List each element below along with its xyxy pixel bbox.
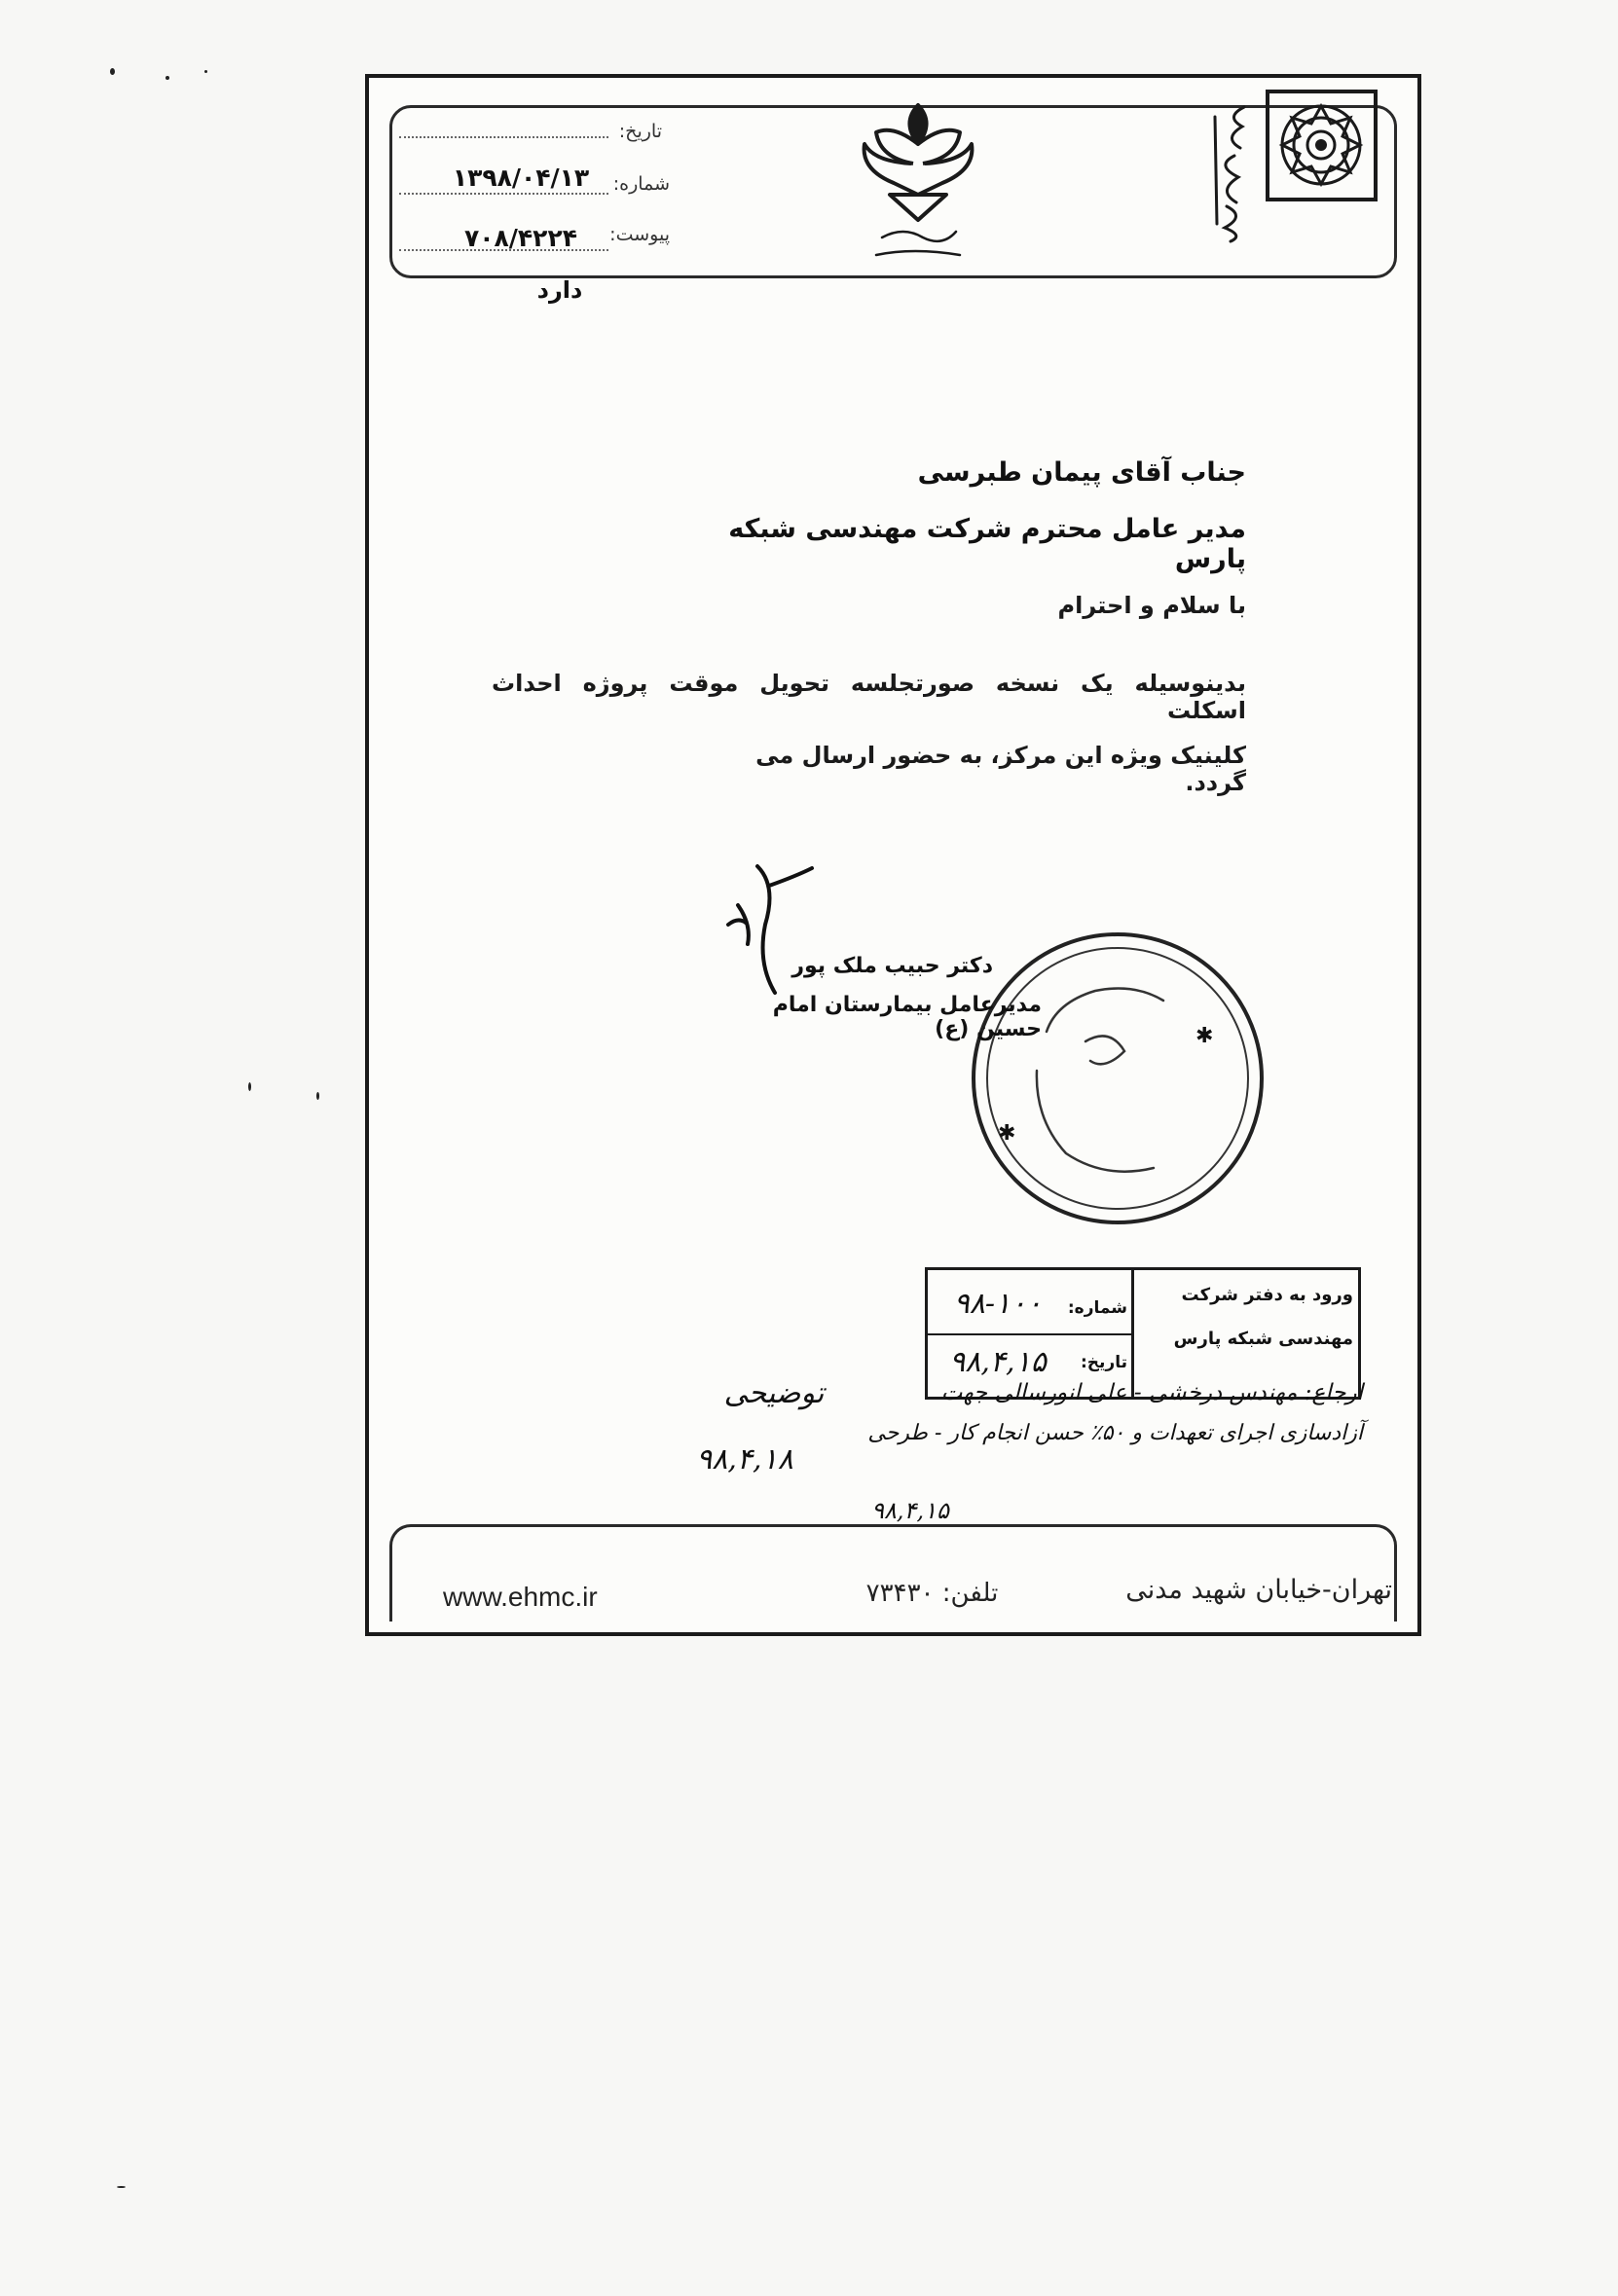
lotus-emblem-logo bbox=[855, 101, 981, 267]
stamp-referral-date: ۹۸,۴,۱۵ bbox=[871, 1497, 949, 1524]
stamp-date-value: ۹۸,۴,۱۵ bbox=[949, 1345, 1047, 1379]
number-dotted-line bbox=[399, 193, 608, 195]
scan-speck bbox=[110, 68, 115, 75]
footer-website: www.ehmc.ir bbox=[443, 1582, 598, 1612]
body-line-2: کلینیک ویژه این مرکز، به حضور ارسال می گردد. bbox=[755, 742, 1246, 796]
stamp-row-divider bbox=[925, 1333, 1131, 1335]
footer-phone: تلفن: ۷۳۴۳۰ bbox=[865, 1579, 999, 1608]
stamp-referral-line-2: آزادسازی اجرای تعهدات و ۵۰٪ حسن انجام کار - طرحی bbox=[867, 1421, 1363, 1445]
seal-ring-text-icon bbox=[1017, 973, 1212, 1187]
greeting: با سلام و احترام bbox=[1057, 592, 1246, 619]
scan-speck bbox=[165, 76, 169, 80]
stamp-date-label: تاریخ: bbox=[1081, 1353, 1127, 1372]
stamp-number-label: شماره: bbox=[1067, 1298, 1127, 1318]
university-rosette-logo bbox=[1266, 90, 1378, 201]
handwritten-note-word: توضیحی bbox=[723, 1376, 825, 1410]
stamp-referral-line-1: ارجاع: مهندس درخشی - علی انورسالی جهت bbox=[940, 1380, 1363, 1405]
footer-address: تهران-خیابان شهید مدنی bbox=[1125, 1575, 1392, 1605]
recipient-title: مدیر عامل محترم شرکت مهندسی شبکه پارس bbox=[728, 514, 1246, 574]
scan-speck bbox=[204, 70, 207, 73]
attachment-dotted-line bbox=[399, 249, 608, 251]
scan-speck bbox=[316, 1092, 319, 1100]
attachment-value: ۷۰۸/۴۲۲۴ bbox=[464, 224, 577, 252]
stamp-title-line-1: ورود به دفتر شرکت bbox=[1181, 1285, 1353, 1305]
handwritten-note-date: ۹۸,۴,۱۸ bbox=[696, 1442, 793, 1476]
attachment-label: پیوست: bbox=[609, 224, 670, 245]
date-dotted-line bbox=[399, 136, 608, 138]
university-calligraphy bbox=[1205, 97, 1259, 243]
handwritten-signature bbox=[718, 856, 835, 1002]
scan-speck bbox=[117, 2186, 126, 2188]
seal-star-icon: ✱ bbox=[1195, 1024, 1214, 1048]
number-label: شماره: bbox=[612, 173, 670, 195]
signer-name: دکتر حبیب ملک پور bbox=[791, 954, 993, 978]
scan-speck bbox=[248, 1082, 251, 1091]
body-line-1: بدینوسیله یک نسخه صورتجلسه تحویل موقت پروژه احداث اسکلت bbox=[492, 670, 1246, 724]
letter-number: ۱۳۹۸/۰۴/۱۳ bbox=[452, 164, 590, 192]
stamp-title-line-2: مهندسی شبکه پارس bbox=[1173, 1329, 1353, 1349]
attachment-note: دارد bbox=[536, 276, 583, 304]
signer-title: مدیرعامل بیمارستان امام حسین (ع) bbox=[772, 993, 1042, 1041]
seal-star-icon: ✱ bbox=[998, 1121, 1016, 1146]
recipient-name: جناب آقای پیمان طبرسی bbox=[917, 457, 1246, 488]
stamp-number-value: ۹۸-۱۰۰ bbox=[953, 1287, 1043, 1321]
date-label: تاریخ: bbox=[618, 121, 662, 142]
